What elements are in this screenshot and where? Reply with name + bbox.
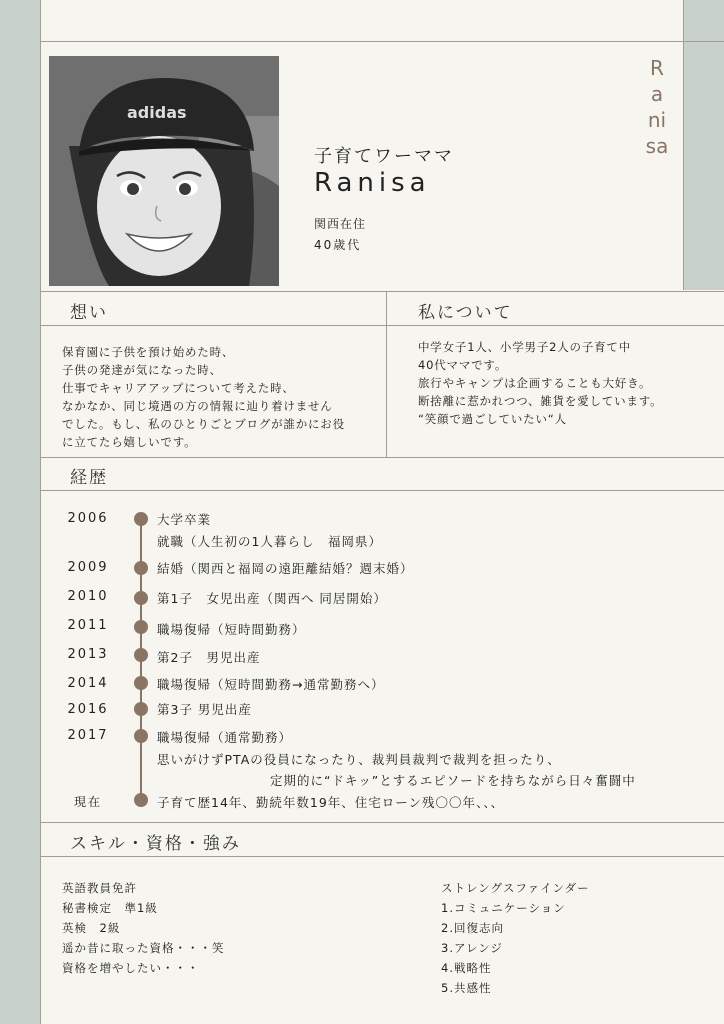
- career-top-divider: [40, 457, 724, 458]
- skill-item: 資格を増やしたい・・・: [62, 961, 200, 975]
- career-event: 結婚（関西と福岡の遠距離結婚？週末婚）: [157, 561, 414, 576]
- skill-item: 遥か昔に取った資格・・・笑: [62, 941, 225, 955]
- timeline-dot: [134, 729, 148, 743]
- career-year: 2010: [67, 589, 109, 604]
- left-accent-strip: [0, 0, 40, 1024]
- career-event: 就職（人生初の1人暮らし 福岡県）: [157, 534, 382, 549]
- about-title: 私について: [418, 303, 513, 323]
- column-divider: [386, 291, 387, 457]
- strength-item: ストレングスファインダー: [441, 881, 590, 895]
- skills-top-divider: [40, 822, 724, 823]
- profile-age: 40歳代: [314, 238, 362, 252]
- profile-photo: [49, 56, 279, 286]
- profile-bottom-divider: [40, 291, 724, 292]
- career-year: 2006: [67, 511, 109, 526]
- thoughts-title: 想い: [70, 303, 108, 323]
- career-year: 2011: [67, 618, 109, 633]
- career-event: 職場復帰（短時間勤務→通常勤務へ）: [157, 677, 385, 692]
- skills-title-divider: [40, 856, 724, 857]
- right-border: [683, 0, 684, 290]
- career-event: 第3子 男児出産: [157, 702, 252, 717]
- strength-item: 3.アレンジ: [441, 941, 503, 955]
- thoughts-text: 保育園に子供を預け始めた時、 子供の発達が気になった時、 仕事でキャリアアップについて考えた時、 なかなか、同じ境遇の方の情報に辿り着けません でした。もし、私のひとりごとブログが誰かにお役 に立てたら嬉しいです。: [62, 345, 345, 449]
- profile-name: Ranisa: [314, 168, 431, 198]
- timeline-dot: [134, 676, 148, 690]
- strength-item: 5.共感性: [441, 981, 492, 995]
- career-event: 子育て歴14年、勤続年数19年、住宅ローン残〇〇年、、、: [157, 795, 505, 810]
- timeline-dot: [134, 648, 148, 662]
- career-year: 2016: [67, 702, 109, 717]
- timeline-dot: [134, 561, 148, 575]
- profile-location: 関西在住: [314, 217, 367, 231]
- career-event: 職場復帰（短時間勤務）: [157, 622, 306, 637]
- strength-item: 1.コミュニケーション: [441, 901, 566, 915]
- career-event: 定期的に“ドキッ”とするエピソードを持ちながら日々奮闘中: [270, 773, 636, 788]
- top-divider: [40, 41, 724, 42]
- career-event: 思いがけずPTAの役員になったり、裁判員裁判で裁判を担ったり、: [157, 752, 561, 767]
- left-border: [40, 0, 41, 1024]
- profile-subtitle: 子育てワーママ: [314, 146, 454, 167]
- timeline-dot: [134, 702, 148, 716]
- skills-title: スキル・資格・強み: [70, 834, 241, 854]
- career-title: 経歴: [70, 468, 108, 488]
- career-year: 現在: [73, 795, 102, 809]
- skill-item: 秘書検定 準1級: [62, 901, 158, 915]
- strength-item: 4.戦略性: [441, 961, 492, 975]
- career-year: 2013: [67, 647, 109, 662]
- career-year: 2017: [67, 728, 109, 743]
- timeline-dot: [134, 620, 148, 634]
- right-accent-block: [683, 0, 724, 290]
- timeline-dot: [134, 793, 148, 807]
- timeline-dot: [134, 512, 148, 526]
- skills-right-list: [441, 878, 590, 998]
- skill-item: 英検 2級: [62, 921, 121, 935]
- career-event: 第2子 男児出産: [157, 650, 261, 665]
- cap-logo-text: adidas: [127, 103, 187, 122]
- about-text: 中学女子1人、小学男子2人の子育て中 40代ママです。 旅行やキャンプは企画することも大好き。 断捨離に惹かれつつ、雑貨を愛しています。 “笑顔で過ごしていたい“人: [418, 340, 663, 426]
- career-event: 第1子 女児出産（関西へ 同居開始）: [157, 591, 387, 606]
- vertical-name: Ranisa: [645, 56, 669, 158]
- skill-item: 英語教員免許: [62, 881, 137, 895]
- timeline-dot: [134, 591, 148, 605]
- career-year: 2009: [67, 560, 109, 575]
- strength-item: 2.回復志向: [441, 921, 504, 935]
- skills-left-list: [62, 878, 225, 978]
- career-event: 職場復帰（通常勤務）: [157, 730, 293, 745]
- career-title-divider: [40, 490, 724, 491]
- career-year: 2014: [67, 676, 109, 691]
- career-event: 大学卒業: [157, 512, 212, 527]
- section-title-divider: [40, 325, 724, 326]
